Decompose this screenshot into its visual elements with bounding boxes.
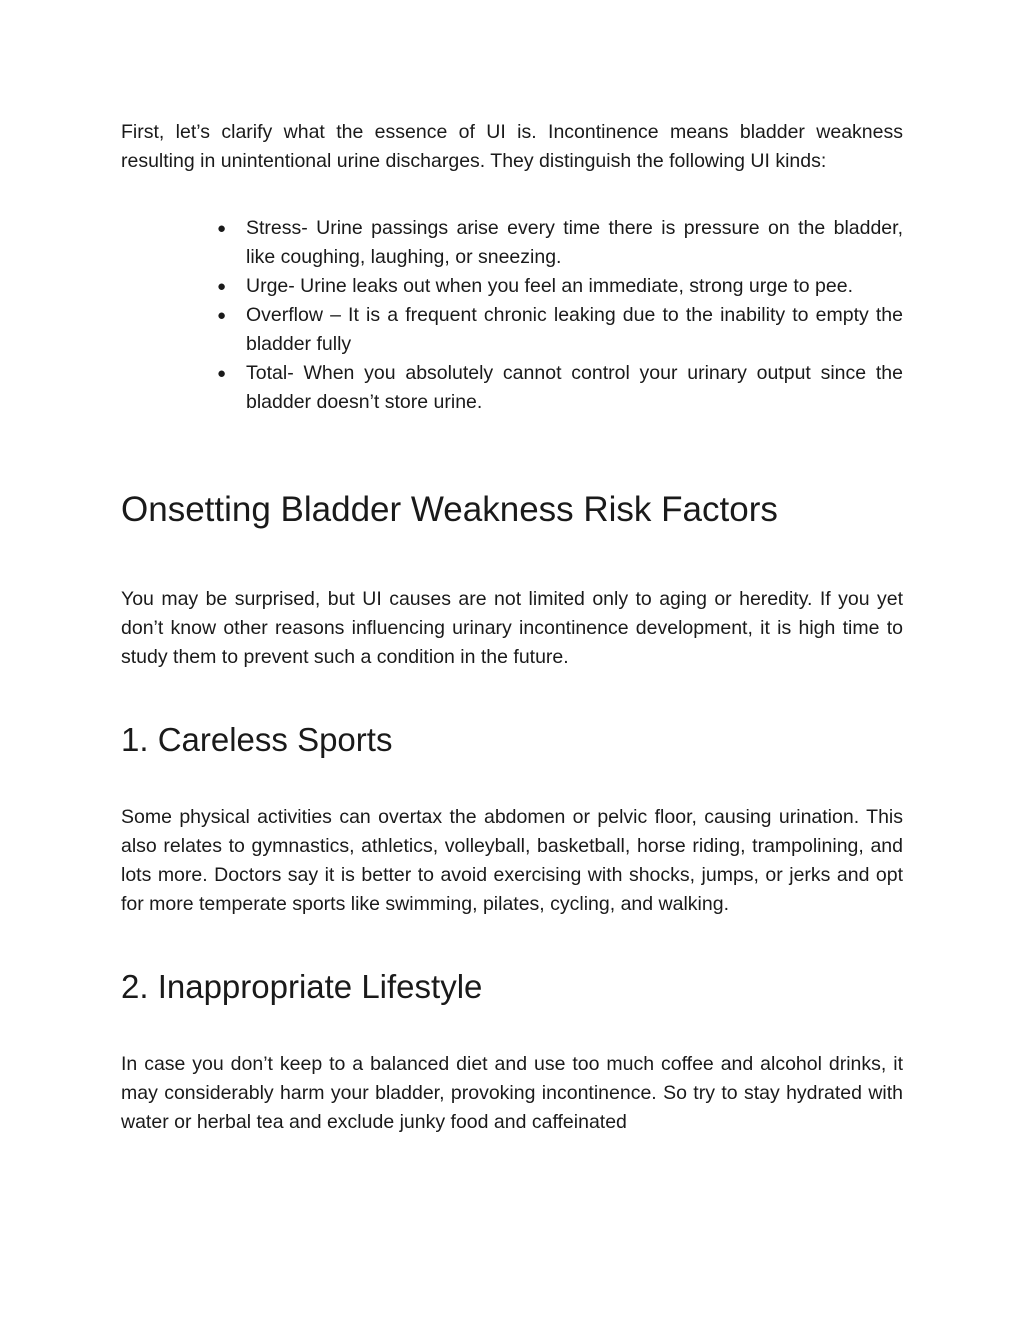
careless-sports-heading: 1. Careless Sports xyxy=(121,721,393,758)
list-item-text: Urge- Urine leaks out when you feel an immediate, strong urge to pee. xyxy=(246,275,853,297)
list-item-text: Stress- Urine passings arise every time there is pressure on the bladder, like coughing, laughing, or sneezing. xyxy=(246,217,903,268)
list-item-text: Overflow – It is a frequent chronic leaking due to the inability to empty the bladder fully xyxy=(246,304,903,355)
ui-kinds-list xyxy=(121,214,903,417)
bullet-icon: ● xyxy=(217,220,227,237)
risk-factors-heading: Onsetting Bladder Weakness Risk Factors xyxy=(121,490,778,529)
careless-sports-paragraph: Some physical activities can overtax the abdomen or pelvic floor, causing urination. This also relates to gymnastics, athletics, volleyball, basketball, horse riding, trampolining, and lots more. Doctors say it is better to avoid exercising with shocks, jumps, or jerks and opt for more temperate sports like swimming, pilates, cycling, and walking. xyxy=(121,806,903,915)
list-item xyxy=(217,359,903,417)
document-page xyxy=(121,118,903,1137)
intro-paragraph: First, let’s clarify what the essence of UI is. Incontinence means bladder weakness resulting in unintentional urine discharges. They distinguish the following UI kinds: xyxy=(121,121,903,172)
risk-factors-paragraph: You may be surprised, but UI causes are not limited only to aging or heredity. If you yet don’t know other reasons influencing urinary incontinence development, it is high time to study them to prevent such a condition in the future. xyxy=(121,588,903,668)
list-item xyxy=(217,301,903,359)
bullet-icon: ● xyxy=(217,365,227,382)
list-item xyxy=(217,214,903,272)
list-item xyxy=(217,272,903,301)
inappropriate-lifestyle-paragraph: In case you don’t keep to a balanced diet and use too much coffee and alcohol drinks, it may considerably harm your bladder, provoking incontinence. So try to stay hydrated with water or herbal tea and exclude junky food and caffeinated xyxy=(121,1053,903,1133)
inappropriate-lifestyle-heading: 2. Inappropriate Lifestyle xyxy=(121,968,483,1005)
bullet-icon: ● xyxy=(217,278,227,295)
bullet-icon: ● xyxy=(217,307,227,324)
list-item-text: Total- When you absolutely cannot control your urinary output since the bladder doesn’t store urine. xyxy=(246,362,903,413)
